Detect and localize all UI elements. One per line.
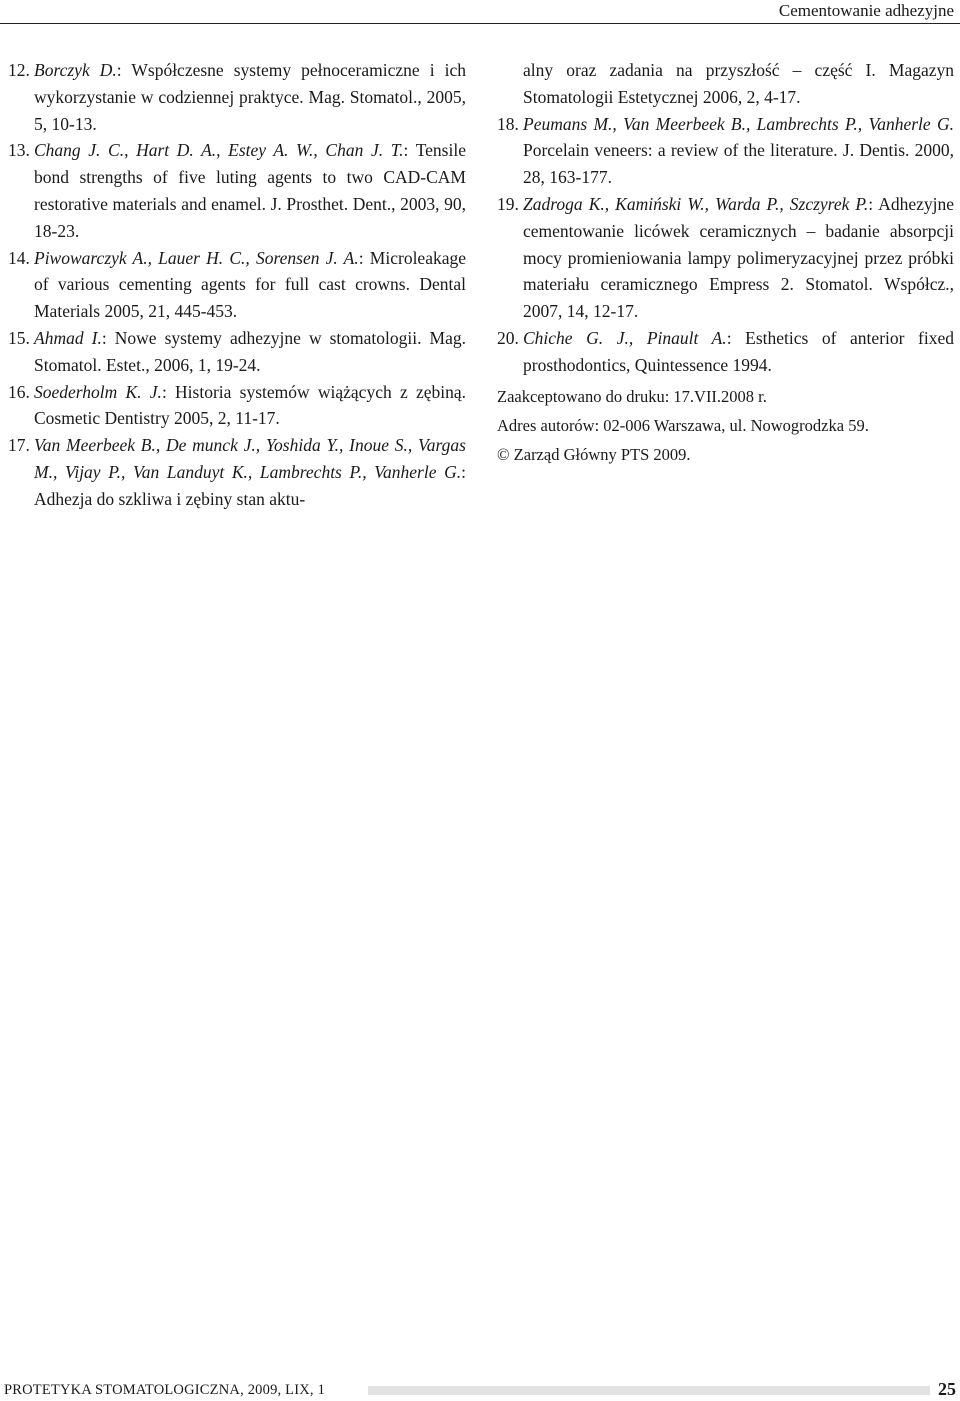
reference-continuation: alny oraz zadania na przyszłość – część I. Magazyn Stomatologii Estetycznej 2006, 2, 4-17. [523,60,954,107]
reference-text: Porcelain veneers: a review of the literature. J. Dentis. 2000, 28, 163-177. [523,140,954,188]
right-column [497,57,954,465]
reference-number: 13. [8,140,30,161]
reference-item [497,111,954,191]
reference-authors: Soederholm K. J. [34,381,162,402]
reference-text: : Tensile bond strengths of five luting agents to two CAD-CAM restorative materials and enamel. J. Prosthet. Dent., 2003, 90, 18-23. [34,140,466,241]
reference-number: 17. [8,435,30,456]
reference-text: : Adhezja do szkliwa i zębiny stan aktu- [34,461,466,509]
reference-authors: Chang J. C., Hart D. A., Estey A. W., Chan J. T. [34,140,404,161]
reference-item [8,432,466,512]
reference-text: : Adhezyjne cementowanie licówek ceramicznych – badanie absorpcji mocy promieniowania lampy polimeryzacyjnej przez próbki materiału ceramicznego Empress 2. Stomatol. Współcz., 2007, 14, 12-17. [523,193,955,322]
journal-footer: PROTETYKA STOMATOLOGICZNA, 2009, LIX, 1 [4,1382,326,1398]
reference-item [8,325,466,379]
running-title: Cementowanie adhezyjne [778,1,954,20]
reference-number: 12. [8,60,30,80]
reference-authors: Zadroga K., Kamiński W., Warda P., Szczyrek P. [523,193,869,214]
reference-item [8,245,466,325]
copyright-note: © Zarząd Główny PTS 2009. [497,444,691,464]
reference-number: 20. [497,327,519,348]
reference-authors: Piwowarczyk A., Lauer H. C., Sorensen J. A. [34,247,359,268]
reference-number: 14. [8,247,30,268]
reference-number: 18. [497,113,519,134]
reference-text: : Nowe systemy adhezyjne w stomatologii. Mag. Stomatol. Estet., 2006, 1, 19-24. [34,327,466,375]
reference-authors: Ahmad I. [34,327,102,348]
reference-item [497,191,954,325]
reference-text: : Microleakage of various cementing agents for full cast crowns. Dental Materials 2005, 21, 445-453. [34,247,466,322]
reference-authors: Borczyk D. [34,60,117,80]
reference-text: : Współczesne systemy pełnoceramiczne i ich wykorzystanie w codziennej praktyce. Mag. Stomatol., 2005, 5, 10-13. [34,60,466,134]
reference-authors: Van Meerbeek B., De munck J., Yoshida Y., Inoue S., Vargas M., Vijay P., Van Landuyt K., Lambrechts P., Vanherle G. [34,435,466,482]
reference-text: : Historia systemów wiążących z zębiną. Cosmetic Dentistry 2005, 2, 11-17. [34,381,466,429]
reference-item [497,325,954,379]
header-rule [0,23,960,24]
page-number: 25 [938,1379,956,1399]
accepted-note: Zaakceptowano do druku: 17.VII.2008 r. [497,386,767,406]
reference-item [8,379,466,433]
reference-number: 16. [8,381,30,402]
reference-authors: Peumans M., Van Meerbeek B., Lambrechts P., Vanherle G. [523,113,954,134]
reference-authors: Chiche G. J., Pinault A. [523,327,727,348]
reference-number: 15. [8,327,30,348]
reference-item [8,137,466,244]
left-column [8,57,466,513]
reference-number: 19. [497,193,519,214]
footer-bar [368,1386,930,1395]
reference-item [8,57,466,137]
author-address: Adres autorów: 02-006 Warszawa, ul. Nowogrodzka 59. [497,415,869,435]
reference-text: : Esthetics of anterior fixed prosthodontics, Quintessence 1994. [523,327,954,375]
